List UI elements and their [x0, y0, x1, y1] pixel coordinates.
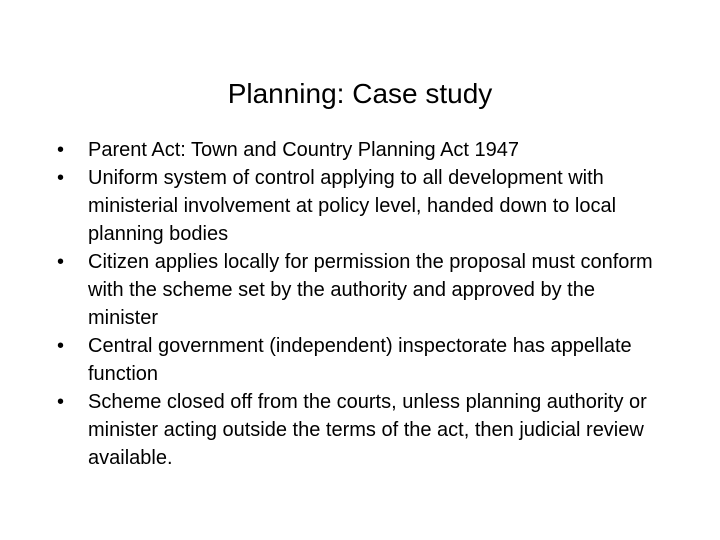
bullet-text: Uniform system of control applying to all development with ministerial involvement at policy level, handed down to local planning bodies	[88, 167, 617, 245]
bullet-text: Scheme closed off from the courts, unless planning authority or minister acting outside the terms of the act, then judicial review available.	[88, 391, 647, 469]
slide-title	[0, 76, 720, 112]
bullet-item-3	[57, 248, 667, 332]
slide-title-text: Planning: Case study	[227, 78, 493, 109]
bullet-marker: •	[57, 139, 65, 161]
bullet-item-2	[57, 164, 667, 248]
bullet-list	[57, 136, 667, 472]
bullet-text: Citizen applies locally for permission the proposal must conform with the scheme set by the authority and approved by the minister	[88, 251, 653, 329]
bullet-item-5	[57, 388, 667, 472]
bullet-item-1	[57, 136, 667, 164]
bullet-text: Central government (independent) inspectorate has appellate function	[88, 335, 632, 385]
bullet-marker: •	[57, 251, 65, 273]
bullet-marker: •	[57, 167, 65, 189]
bullet-item-4	[57, 332, 667, 388]
bullet-marker: •	[57, 391, 65, 413]
bullet-marker: •	[57, 335, 65, 357]
bullet-text: Parent Act: Town and Country Planning Act 1947	[88, 139, 520, 161]
